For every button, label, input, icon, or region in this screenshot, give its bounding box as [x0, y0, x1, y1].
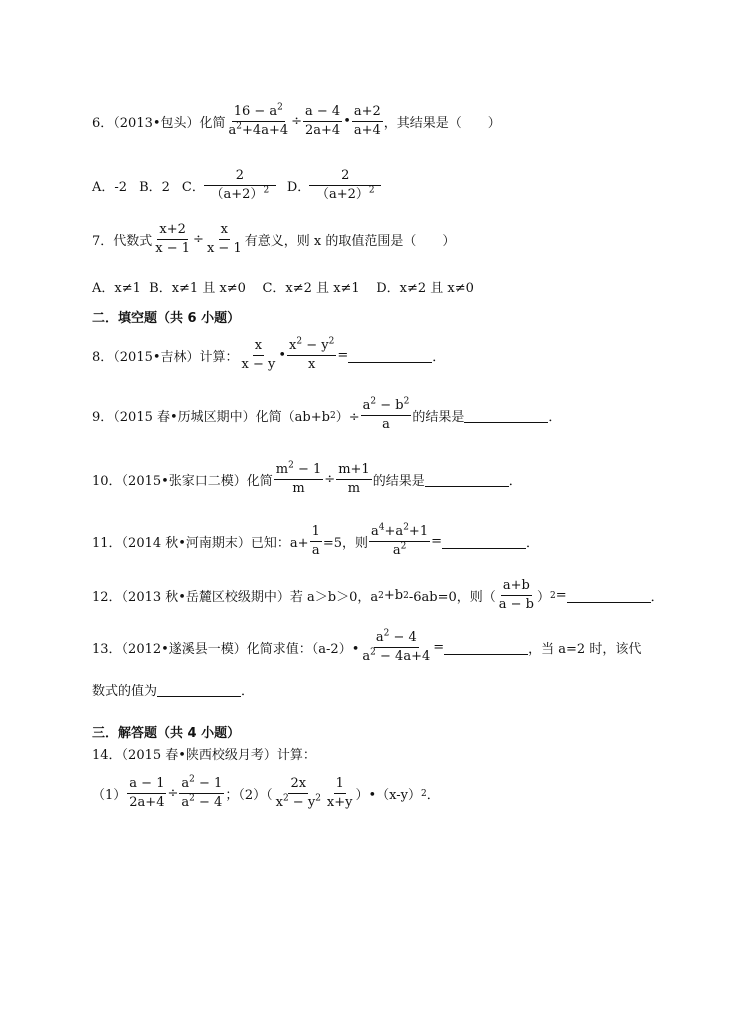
q10-fraction-1: $\frac{m^2 - 1}{m}$	[275, 460, 322, 496]
q10-suffix: 的结果是	[372, 474, 425, 489]
q14-fraction-3: $\frac{2x}{x^2 - y^2}$	[275, 776, 321, 810]
q13-suffix: ，当 a=2 时，该代	[528, 642, 642, 657]
q12-prefix: 12．（2013 秋•岳麓区校级期中）若 a＞b＞0，a	[92, 590, 379, 605]
question-7	[92, 222, 455, 257]
q11-end: ．	[526, 536, 540, 551]
q8-fraction-1: $\frac{x}{x - y}$	[241, 338, 276, 372]
q6-fraction-2: $\frac{a - 4}{2a+4}$	[305, 104, 341, 138]
q7-options	[92, 277, 474, 296]
q14-end: ．	[426, 788, 440, 803]
q12-equals: =	[555, 588, 567, 603]
q6-multiply-op: •	[343, 114, 351, 129]
q8-end: ．	[432, 350, 446, 365]
q9-suffix: 的结果是	[412, 410, 465, 425]
question-11	[92, 524, 539, 559]
question-12: 12．（2013 秋•岳麓区校级期中）若 a＞b＞0，a 2 +b 2 -6ab=0，则（ $\frac{a+b}{a - b}$ ） 2 = ．	[92, 578, 664, 612]
q14-fraction-2: $\frac{a^2 - 1}{a^2 - 4}$	[181, 774, 223, 810]
q14-fraction-4: $\frac{1}{x+y}$	[326, 776, 353, 810]
q6-option-c-label: C．	[181, 180, 205, 195]
q7-fraction-1: $\frac{x+2}{x - 1}$	[155, 222, 191, 256]
q12-answer-blank[interactable]	[567, 588, 651, 603]
section-3-title	[92, 722, 240, 741]
q12-close: ）	[536, 590, 550, 605]
question-13	[92, 630, 641, 665]
q14-part-1-label: （1）	[92, 788, 127, 803]
q6-prefix: 6．（2013•包头）化简	[92, 116, 226, 131]
q13-fraction: $\frac{a^2 - 4}{a^2 - 4a+4}$	[362, 628, 431, 664]
q6-divide-op: ÷	[291, 114, 303, 129]
q11-prefix: 11．（2014 秋•河南期末）已知：a+	[92, 536, 309, 551]
q13-equals: =	[433, 640, 445, 655]
section-2-title-text: 二．填空题（共 6 小题）	[92, 311, 241, 326]
q7-prefix: 7．代数式	[92, 234, 153, 249]
q14-divide-op: ÷	[167, 786, 179, 801]
q10-prefix: 10．（2015•张家口二模）化简	[92, 474, 273, 489]
q6-options	[92, 168, 380, 203]
q13-prefix: 13．（2012•遂溪县一模）化简求值：（a-2）•	[92, 642, 360, 657]
q13-answer-blank-1[interactable]	[444, 640, 528, 655]
q8-multiply-op: •	[278, 348, 287, 363]
question-8	[92, 338, 445, 373]
q6-option-d-fraction: $\frac{2}{(a+2)^2}$	[311, 168, 379, 203]
q6-suffix: ，其结果是（ ）	[383, 116, 501, 131]
q13-end: ．	[241, 684, 255, 699]
q10-fraction-2: $\frac{m+1}{m}$	[338, 462, 370, 496]
q11-equals: =	[431, 534, 442, 549]
question-6	[92, 104, 501, 139]
q11-answer-blank[interactable]	[442, 534, 526, 549]
q14-tail: ）•（x-y）	[355, 788, 422, 803]
q9-fraction: $\frac{a^2 - b^2}{a}$	[362, 396, 410, 432]
q6-option-c-fraction: $\frac{2}{(a+2)^2}$	[206, 168, 274, 203]
q6-option-b: B．2	[139, 180, 170, 195]
question-10	[92, 462, 522, 497]
q6-fraction-1: $\frac{16 - a^2}{a^2+4a+4}$	[228, 102, 289, 138]
q6-fraction-3: $\frac{a+2}{a+4}$	[353, 104, 381, 138]
q12-end: ．	[650, 590, 664, 605]
q7-divide-op: ÷	[193, 232, 204, 247]
q7-options-text: A．x≠1 B．x≠1 且 x≠0 C．x≠2 且 x≠1 D．x≠2 且 x≠0	[92, 281, 474, 296]
q11-mid: =5，则	[322, 536, 369, 551]
q10-end: ．	[508, 474, 522, 489]
q6-option-d-label: D．	[286, 180, 311, 195]
section-2-title	[92, 307, 240, 326]
q12-mid-1: +b	[383, 588, 404, 603]
q7-suffix: 有意义，则 x 的取值范围是（ ）	[244, 234, 456, 249]
q14-fraction-1: $\frac{a - 1}{2a+4}$	[129, 776, 165, 810]
q7-fraction-2: $\frac{x}{x - 1}$	[206, 222, 242, 256]
question-9: 9．（2015 春•历城区期中）化简（ab+b 2 ）÷ $\frac{a^2 - b^2}{a}$ 的结果是 ．	[92, 396, 562, 432]
section-3-title-text: 三．解答题（共 4 小题）	[92, 726, 241, 741]
question-14-title	[92, 744, 316, 763]
q13-line2: 数式的值为	[92, 684, 158, 699]
question-14-parts: （1） $\frac{a - 1}{2a+4}$ ÷ $\frac{a^2 - 1}{a^2 - 4}$ ；（2）（ $\frac{2x}{x^2 - y^2}$ $\frac{1}{x+y}$ ）•（x-y） 2 ．	[92, 774, 440, 810]
q8-prefix: 8．（2015•吉林）计算：	[92, 350, 239, 365]
q13-answer-blank-2[interactable]	[157, 682, 241, 697]
q9-mid: ）÷	[335, 410, 360, 425]
q9-prefix: 9．（2015 春•历城区期中）化简（ab+b	[92, 410, 330, 425]
q11-fraction-2: $\frac{a^4+a^2+1}{a^2}$	[371, 522, 429, 558]
q9-answer-blank[interactable]	[464, 408, 548, 423]
q14-title: 14．（2015 春•陕西校级月考）计算：	[92, 748, 316, 763]
q11-fraction-1: $\frac{1}{a}$	[311, 524, 320, 558]
q8-fraction-2: $\frac{x^2 - y^2}{x}$	[289, 336, 335, 372]
q10-divide-op: ÷	[324, 472, 336, 487]
q8-answer-blank[interactable]	[348, 348, 432, 363]
q8-equals: =	[337, 348, 349, 363]
q9-end: ．	[548, 410, 562, 425]
q12-fraction: $\frac{a+b}{a - b}$	[498, 578, 534, 612]
q10-answer-blank[interactable]	[425, 472, 509, 487]
question-13-line-2	[92, 680, 254, 699]
q6-option-a: A．-2	[92, 180, 128, 195]
q14-separator: ；（2）（	[225, 788, 273, 803]
q12-mid-2: -6ab=0，则（	[408, 590, 496, 605]
